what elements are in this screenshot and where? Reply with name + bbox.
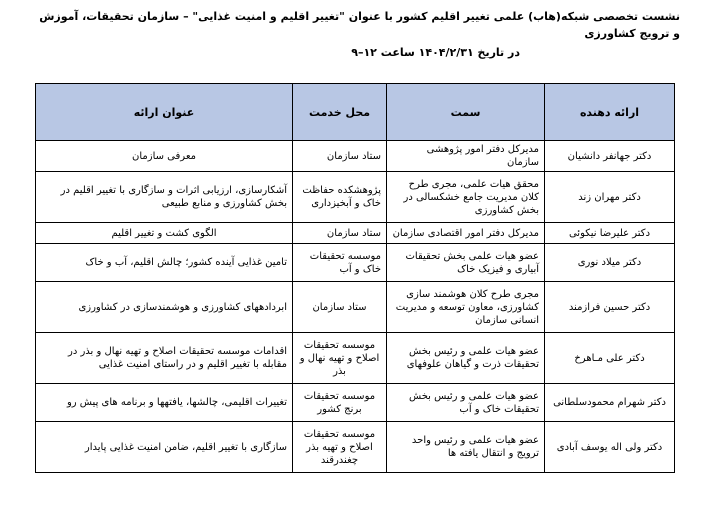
workplace-cell: پژوهشکده حفاظت خاک و آبخیزداری: [293, 172, 387, 223]
column-header-position: سمت: [387, 84, 545, 141]
topic-cell: ابردادههای کشاورزی و هوشمندسازی در کشاورزی: [36, 282, 293, 333]
column-header-topic: عنوان ارائه: [36, 84, 293, 141]
table-row: [36, 244, 675, 282]
topic-cell: آشکارسازی، ارزیابی اثرات و سازگاری با تغییر اقلیم در بخش کشاورزی و منابع طبیعی: [36, 172, 293, 223]
workplace-cell: موسسه تحقیقات اصلاح و تهیه نهال و بذر: [293, 333, 387, 384]
presenter-cell: دکتر ولی اله یوسف آبادی: [545, 422, 675, 473]
position-cell: مدیرکل دفتر امور اقتصادی سازمان: [387, 223, 545, 244]
position-cell: محقق هیات علمی، مجری طرح کلان مدیریت جامع خشکسالی در بخش کشاورزی: [387, 172, 545, 223]
table-row: [36, 282, 675, 333]
workplace-cell: موسسه تحقیقات خاک و آب: [293, 244, 387, 282]
presentation-schedule-table: [35, 83, 675, 473]
document-title: نشست تخصصی شبکه(هاب) علمی تغییر اقلیم کشور با عنوان "تغییر اقلیم و امنیت غذایی" – سازمان تحقیقات، آموزش و ترویج کشاورزی: [39, 10, 680, 40]
table-row: [36, 333, 675, 384]
topic-cell: الگوی کشت و تغییر اقلیم: [36, 223, 293, 244]
column-header-presenter: ارائه دهنده: [545, 84, 675, 141]
table-header-row: [36, 84, 675, 141]
position-cell: عضو هیات علمی و رئیس بخش تحقیقات خاک و آب: [387, 384, 545, 422]
presenter-cell: دکتر علیرضا نیکوئی: [545, 223, 675, 244]
position-cell: عضو هیات علمی بخش تحقیقات آبیاری و فیزیک خاک: [387, 244, 545, 282]
position-cell: عضو هیات علمی و رئیس بخش تحقیقات ذرت و گیاهان علوفهای: [387, 333, 545, 384]
table-row: [36, 422, 675, 473]
position-cell: مدیرکل دفتر امور پژوهشی سازمان: [387, 141, 545, 172]
workplace-cell: ستاد سازمان: [293, 223, 387, 244]
topic-cell: معرفی سازمان: [36, 141, 293, 172]
presenter-cell: دکتر میلاد نوری: [545, 244, 675, 282]
document-header: [30, 8, 680, 61]
table-row: [36, 141, 675, 172]
workplace-cell: موسسه تحقیقات برنج کشور: [293, 384, 387, 422]
workplace-cell: موسسه تحقیقات اصلاح و تهیه بذر چغندرقند: [293, 422, 387, 473]
presenter-cell: دکتر مهران زند: [545, 172, 675, 223]
workplace-cell: ستاد سازمان: [293, 141, 387, 172]
topic-cell: اقدامات موسسه تحقیقات اصلاح و تهیه نهال و بذر در مقابله با تغییر اقلیم و در راستای امنیت غذایی: [36, 333, 293, 384]
topic-cell: سازگاری با تغییر اقلیم، ضامن امنیت غذایی پایدار: [36, 422, 293, 473]
table-row: [36, 384, 675, 422]
presenter-cell: دکتر جهانفر دانشیان: [545, 141, 675, 172]
presenter-cell: دکتر شهرام محمودسلطانی: [545, 384, 675, 422]
position-cell: مجری طرح کلان هوشمند سازی کشاورزی، معاون توسعه و مدیریت انسانی سازمان: [387, 282, 545, 333]
column-header-workplace: محل خدمت: [293, 84, 387, 141]
topic-cell: تامین غذایی آینده کشور؛ چالش اقلیم، آب و خاک: [36, 244, 293, 282]
table-row: [36, 172, 675, 223]
table-row: [36, 223, 675, 244]
document-date: در تاریخ ۱۴۰۴/۲/۳۱ ساعت ۱۲–۹: [351, 46, 520, 59]
workplace-cell: ستاد سازمان: [293, 282, 387, 333]
presenter-cell: دکتر علی مـاهرخ: [545, 333, 675, 384]
presenter-cell: دکتر حسین فرازمند: [545, 282, 675, 333]
topic-cell: تغییرات اقلیمی، چالشها، یافتهها و برنامه های پیش رو: [36, 384, 293, 422]
position-cell: عضو هیات علمی و رئیس واحد ترویج و انتقال یافته ها: [387, 422, 545, 473]
